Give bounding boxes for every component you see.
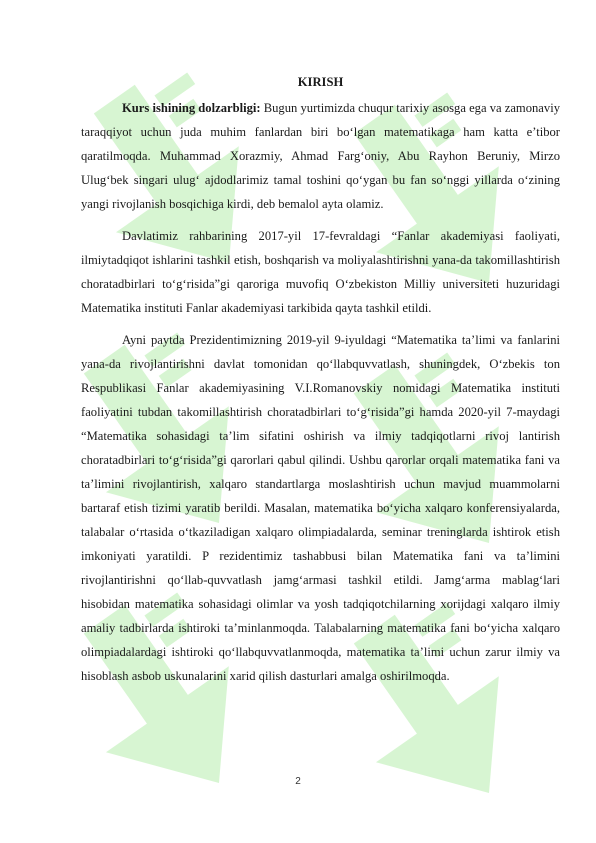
page-number: 2 (295, 776, 301, 787)
lead-label: Kurs ishining dolzarbligi: (122, 101, 261, 115)
paragraph-decree-2017: Davlatimiz rahbarining 2017-yil 17-fevraldagi “Fanlar akademiyasi faoliyati, ilmiytadqiqot ishlarini tashkil etish, boshqarish va moliyalashtirishni yana-da takomillashtirish choratadbirlari to‘g‘risida”gi qaroriga muvofiq O‘zbekiston Milliy universiteti huzuridagi Matematika instituti Fanlar akademiyasi tarkibida qayta tashkil etildi. (81, 229, 560, 315)
section-title: KIRISH (297, 75, 344, 89)
paragraph-decree-2019: Ayni paytda Prezidentimizning 2019-yil 9-iyuldagi “Matematika ta’limi va fanlarini yana-da rivojlantirishni davlat tomonidan qo‘llabquvvatlash, shuningdek, O‘zbekis ton Respublikasi Fanlar akademiyasining V.I.Romanovskiy nomidagi Matematika instituti faoliyatini tubdan takomillashtirish choratadbirlari to‘g‘risida”gi hamda 2020-yil 7-maydagi “Matematika sohasidagi ta’lim sifatini oshirish va ilmiy tadqiqotlarni rivoj lantirish choratadbirlari to‘g‘risida”gi qarorlari qabul qilindi. Ushbu qarorlar orqali matematika fani va ta’limini rivojlantirish, xalqaro standartlarga moslashtirish uchun mavjud muammolarni bartaraf etish tizimi yaratib berildi. Masalan, matematika bo‘yicha xalqaro konferensiyalarda, talabalar o‘rtasida o‘tkaziladigan xalqaro olimpiadalarda, seminar treninglarda ishtirok etish imkoniyati yaratildi. P rezidentimiz tashabbusi bilan Matematika fani va ta’limini rivojlantirishni qo‘llab-quvvatlash jamg‘armasi tashkil etildi. Jamg‘arma mablag‘lari hisobidan matematika sohasidagi olimlar va yosh tadqiqotchilarning xorijdagi xalqaro ilmiy amaliy tadbirlarda ishtiroki ta’minlanmoqda. Talabalarning matematika fani bo‘yicha xalqaro olimpiadalardagi ishtiroki qo‘llabquvvatlanmoqda, matematika ta’limi uchun zarur ilmiy va hisoblash asbob uskunalarini xarid qilish dasturlari amalga oshirilmoqda. (81, 333, 560, 683)
paragraph-relevance (81, 96, 560, 216)
document-body (81, 70, 560, 696)
paragraph-1-text: Bugun yurtimizda chuqur tarixiy asosga ega va zamonaviy taraqqiyot uchun juda muhim fanlardan biri bo‘lgan matematikaga ham katta e’tibor qaratilmoqda. Muhammad Xorazmiy, Ahmad Farg‘oniy, Abu Rayhon Beruniy, Mirzo Ulug‘bek singari ulug‘ ajdodlarimiz tamal toshini qo‘ygan bu fan so‘nggi yillarda o‘zining yangi rivojlanish bosqichiga kirdi, deb bemalol ayta olamiz. (81, 101, 560, 211)
